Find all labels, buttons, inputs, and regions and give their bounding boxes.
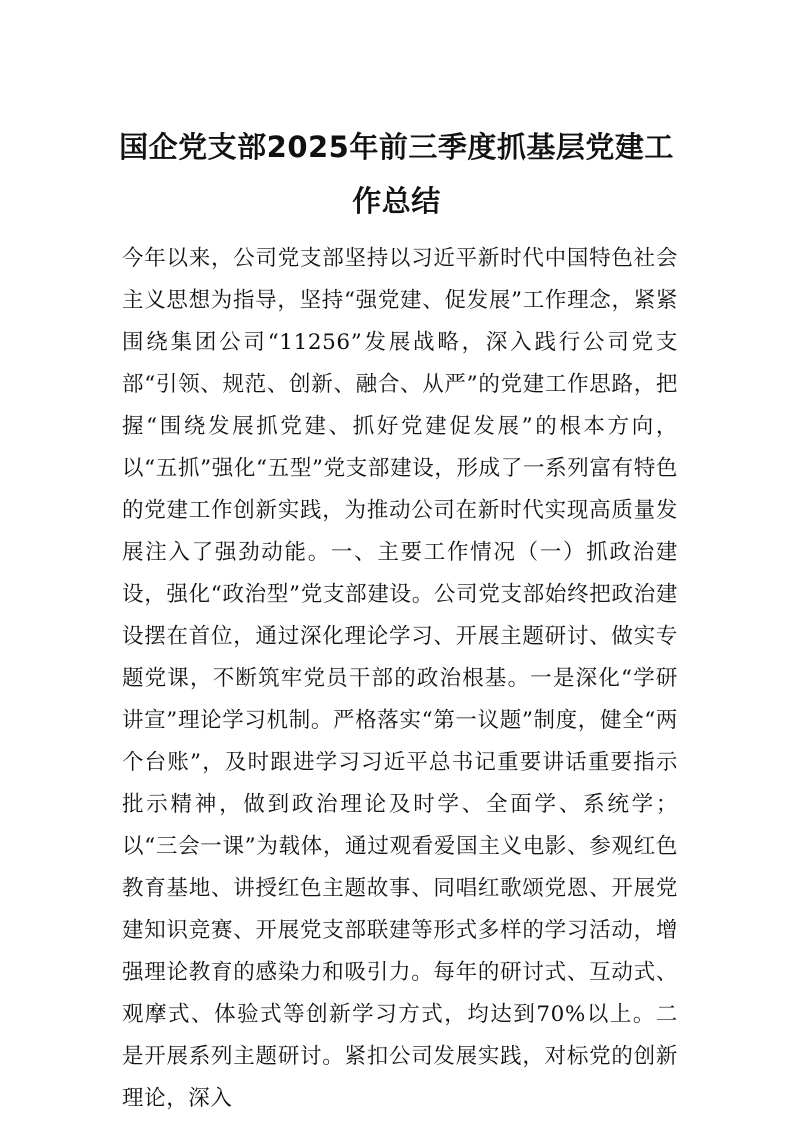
document-title xyxy=(90,120,703,228)
title-line-1: 国企党支部2025年前三季度抓基层党建工 xyxy=(119,130,674,164)
body-paragraph: 今年以来，公司党支部坚持以习近平新时代中国特色社会主义思想为指导，坚持“强党建、促发展”工作理念，紧紧围绕集团公司“11256”发展战略，深入践行公司党支部“引领、规范、创新、融合、从严”的党建工作思路，把握“围绕发展抓党建、抓好党建促发展”的根本方向，以“五抓”强化“五型”党支部建设，形成了一系列富有特色的党建工作创新实践，为推动公司在新时代实现高质量发展注入了强劲动能。一、主要工作情况（一）抓政治建设，强化“政治型”党支部建设。公司党支部始终把政治建设摆在首位，通过深化理论学习、开展主题研讨、做实专题党课，不断筑牢党员干部的政治根基。一是深化“学研讲宣”理论学习机制。严格落实“第一议题”制度，健全“两个台账”，及时跟进学习习近平总书记重要讲话重要指示批示精神，做到政治理论及时学、全面学、系统学；以“三会一课”为载体，通过观看爱国主义电影、参观红色教育基地、讲授红色主题故事、同唱红歌颂党恩、开展党建知识竞赛、开展党支部联建等形式多样的学习活动，增强理论教育的感染力和吸引力。每年的研讨式、互动式、观摩式、体验式等创新学习方式，均达到70%以上。二是开展系列主题研讨。紧扣公司发展实践，对标党的创新理论，深入 xyxy=(122,246,678,1111)
title-line-2: 作总结 xyxy=(352,184,441,218)
